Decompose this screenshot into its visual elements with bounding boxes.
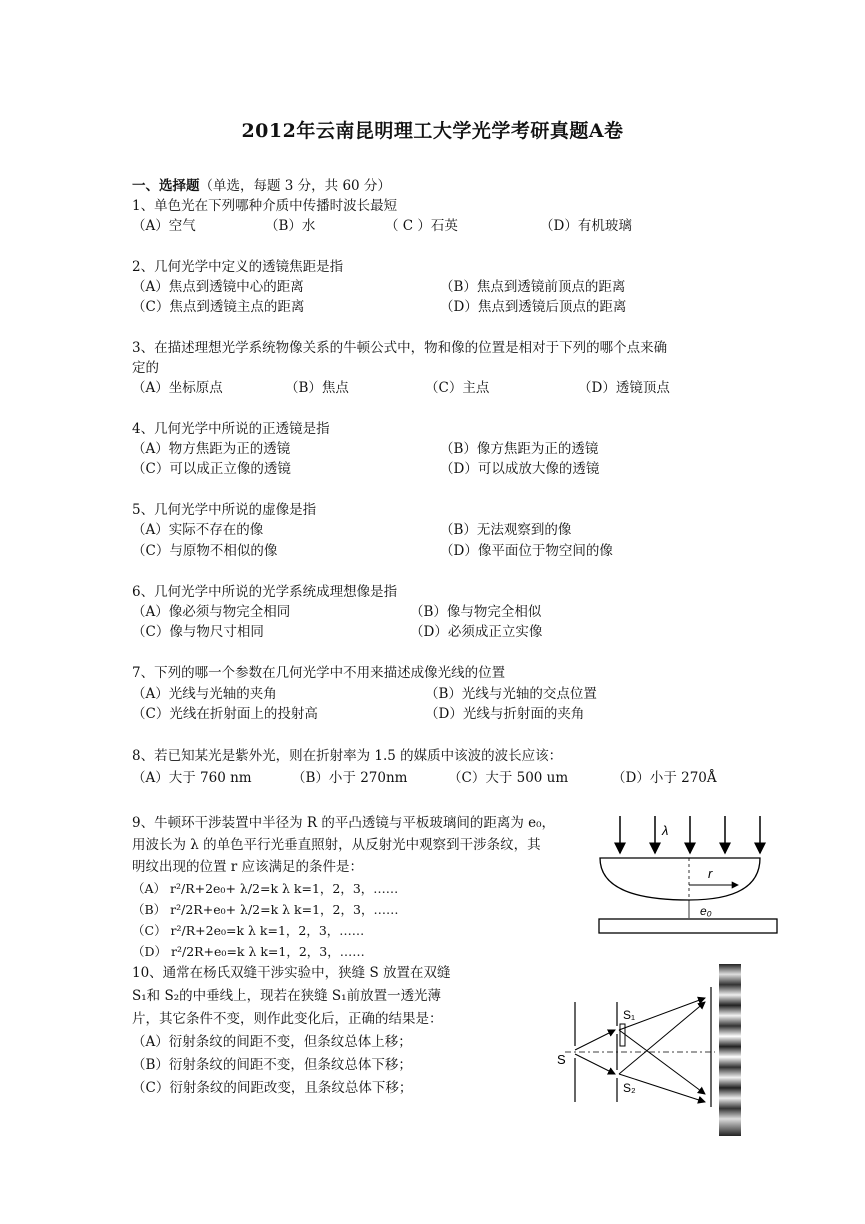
- s1-label: S₁: [623, 1008, 636, 1022]
- q5-option-c: （C）与原物不相似的像: [132, 543, 278, 559]
- q1-option-b: （B）水: [265, 218, 316, 234]
- glass-plate: [599, 919, 777, 933]
- q9-stem-1: 9、牛顿环干涉装置中半径为 R 的平凸透镜与平板玻璃间的距离为 e₀，: [132, 815, 556, 831]
- q3-option-a: （A）坐标原点: [132, 380, 223, 396]
- ray-s-to-s2: [575, 1054, 615, 1074]
- page-title: 2012年云南昆明理工大学光学考研真题A卷: [241, 120, 624, 142]
- q10-stem-2: S₁和 S₂的中垂线上，现若在狭缝 S₁前放置一透光薄: [132, 988, 442, 1004]
- q9-option-d: （D） r²/2R+e₀=k λ k=1，2，3，……: [132, 944, 365, 959]
- q9-option-c: （C） r²/R+2e₀=k λ k=1，2，3，……: [132, 923, 365, 938]
- q10-option-c: （C）衍射条纹的间距改变，且条纹总体下移；: [132, 1080, 413, 1096]
- q8-stem: 8、若已知某光是紫外光，则在折射率为 1.5 的媒质中该波的波长应该：: [132, 748, 563, 764]
- q2-stem: 2、几何光学中定义的透镜焦距是指: [132, 259, 344, 275]
- q4-option-a: （A）物方焦距为正的透镜: [132, 441, 291, 457]
- q2-option-d: （D）焦点到透镜后顶点的距离: [440, 299, 627, 315]
- q1-option-c: （ C ）石英: [385, 218, 458, 234]
- q4-option-c: （C）可以成正立像的透镜: [132, 461, 291, 477]
- q10-stem-3: 片，其它条件不变，则作此变化后，正确的结果是：: [132, 1011, 443, 1027]
- q3-stem-2: 定的: [132, 360, 159, 376]
- q7-option-c: （C）光线在折射面上的投射高: [132, 706, 318, 722]
- incident-light-arrows: [620, 816, 760, 853]
- young-double-slit-figure: [555, 962, 755, 1140]
- q10-option-b: （B）衍射条纹的间距不变，但条纹总体下移；: [132, 1057, 412, 1073]
- lambda-label: λ: [662, 823, 669, 838]
- ray-s-to-s1: [575, 1030, 615, 1050]
- q3-option-b: （B）焦点: [285, 380, 349, 396]
- q7-option-a: （A）光线与光轴的夹角: [132, 686, 277, 702]
- e0-label: e₀: [700, 904, 712, 918]
- q5-option-d: （D）像平面位于物空间的像: [440, 543, 613, 559]
- q6-option-c: （C）像与物尺寸相同: [132, 624, 264, 640]
- q8-option-a: （A）大于 760 nm: [132, 770, 252, 786]
- q4-stem: 4、几何光学中所说的正透镜是指: [132, 421, 330, 437]
- q6-option-a: （A）像必须与物完全相同: [132, 604, 291, 620]
- q8-option-d: （D）小于 270Å: [612, 770, 717, 786]
- q5-stem: 5、几何光学中所说的虚像是指: [132, 502, 317, 518]
- section-heading: 一、选择题: [132, 178, 200, 194]
- section-heading-line: [132, 176, 391, 196]
- q6-option-d: （D）必须成正立实像: [410, 624, 543, 640]
- q1-option-d: （D）有机玻璃: [540, 218, 632, 234]
- q3-option-c: （C）主点: [425, 380, 490, 396]
- r-label: r: [708, 866, 713, 881]
- q10-stem-1: 10、通常在杨氏双缝干涉实验中，狭缝 S 放置在双缝: [132, 965, 451, 981]
- newton-rings-figure: [590, 808, 790, 938]
- q1-option-a: （A）空气: [132, 218, 196, 234]
- q9-option-b: （B） r²/2R+e₀+ λ/2=k λ k=1，2，3，……: [132, 902, 399, 917]
- q7-stem: 7、下列的哪一个参数在几何光学中不用来描述成像光线的位置: [132, 665, 506, 681]
- q7-option-b: （B）光线与光轴的交点位置: [425, 686, 597, 702]
- q9-stem-2: 用波长为 λ 的单色平行光垂直照射，从反射光中观察到干涉条纹，其: [132, 837, 541, 853]
- q5-option-a: （A）实际不存在的像: [132, 522, 264, 538]
- thin-film-plate: [620, 1024, 625, 1046]
- q9-stem-3: 明纹出现的位置 r 应该满足的条件是：: [132, 859, 364, 875]
- plano-convex-lens: [600, 858, 760, 900]
- q9-option-a: （A） r²/R+2e₀+ λ/2=k λ k=1，2，3，……: [132, 881, 399, 896]
- q4-option-d: （D）可以成放大像的透镜: [440, 461, 600, 477]
- q10-option-a: （A）衍射条纹的间距不变，但条纹总体上移；: [132, 1034, 412, 1050]
- q6-option-b: （B）像与物完全相似: [410, 604, 542, 620]
- q3-stem-1: 3、在描述理想光学系统物像关系的牛顿公式中，物和像的位置是相对于下列的哪个点来确: [132, 340, 668, 356]
- q6-stem: 6、几何光学中所说的光学系统成理想像是指: [132, 584, 398, 600]
- q8-option-c: （C）大于 500 um: [448, 770, 569, 786]
- q2-option-a: （A）焦点到透镜中心的距离: [132, 279, 304, 295]
- q4-option-b: （B）像方焦距为正的透镜: [440, 441, 599, 457]
- q2-option-c: （C）焦点到透镜主点的距离: [132, 299, 305, 315]
- q5-option-b: （B）无法观察到的像: [440, 522, 572, 538]
- q3-option-d: （D）透镜顶点: [578, 380, 670, 396]
- fringe-pattern: [719, 964, 741, 1136]
- section-note: （单选，每题 3 分，共 60 分）: [199, 178, 391, 194]
- q2-option-b: （B）焦点到透镜前顶点的距离: [440, 279, 626, 295]
- s-label: S: [557, 1052, 566, 1067]
- s2-label: S₂: [623, 1081, 636, 1095]
- q7-option-d: （D）光线与折射面的夹角: [425, 706, 585, 722]
- q1-stem: 1、单色光在下列哪种介质中传播时波长最短: [132, 198, 398, 214]
- q8-option-b: （B）小于 270nm: [292, 770, 408, 786]
